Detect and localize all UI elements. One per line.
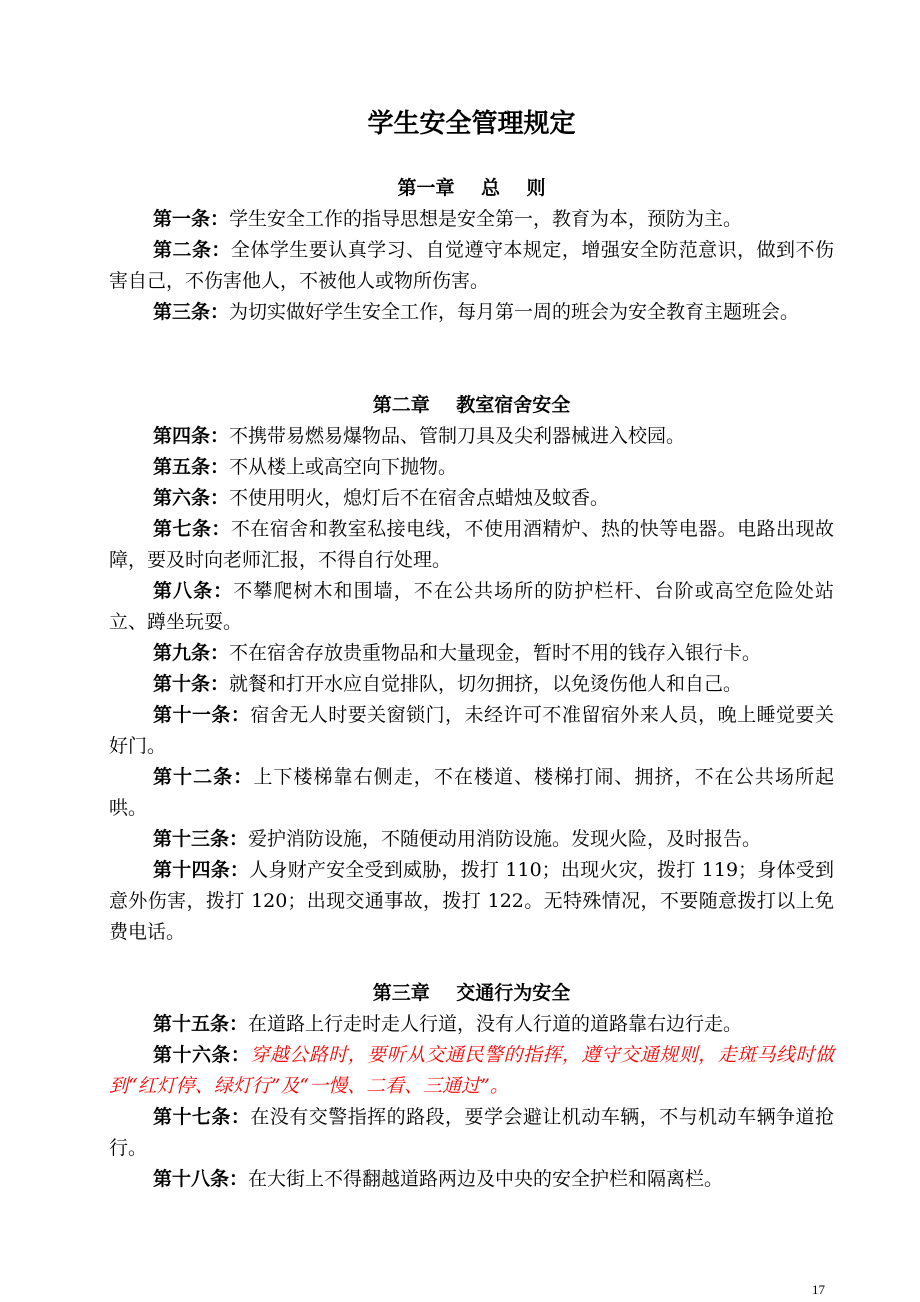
article-text: 上下楼梯靠右侧走，不在楼道、楼梯打闹、拥挤，不在公共场所起哄。 (109, 766, 834, 819)
article-label: 第十六条： (153, 1044, 251, 1066)
article-10 (109, 669, 834, 700)
article-label: 第九条： (153, 642, 230, 664)
article-16 (109, 1040, 834, 1102)
article-text: 不攀爬树木和围墙，不在公共场所的防护栏杆、台阶或高空危险处站立、蹲坐玩耍。 (109, 580, 834, 633)
article-label: 第一条： (153, 208, 230, 230)
article-3 (109, 297, 834, 328)
article-text: 不从楼上或高空向下抛物。 (229, 456, 458, 478)
article-label: 第七条： (153, 518, 231, 540)
article-text: 宿舍无人时要关窗锁门，未经许可不准留宿外来人员，晚上睡觉要关好门。 (109, 704, 834, 757)
chapter-title: 第一章 总 则 (397, 177, 546, 199)
article-text: 就餐和打开水应自觉排队，切勿拥挤，以免烫伤他人和自己。 (229, 673, 743, 695)
article-text: 不使用明火，熄灯后不在宿舍点蜡烛及蚊香。 (229, 487, 610, 509)
article-text: 不在宿舍和教室私接电线，不使用酒精炉、热的快等电器。电路出现故障，要及时向老师汇报，不得自行处理。 (109, 518, 834, 571)
article-8 (109, 576, 834, 638)
article-label: 第五条： (153, 456, 230, 478)
article-18 (109, 1164, 834, 1195)
article-label: 第十三条： (153, 828, 249, 850)
article-text: 全体学生要认真学习、自觉遵守本规定，增强安全防范意识，做到不伤害自己，不伤害他人，不被他人或物所伤害。 (109, 239, 834, 292)
article-13 (109, 824, 834, 855)
chapter-title: 第三章 交通行为安全 (372, 982, 571, 1004)
chapter-2 (109, 389, 834, 948)
article-17 (109, 1102, 834, 1164)
article-2 (109, 235, 834, 297)
article-label: 第三条： (153, 301, 230, 323)
article-label: 第十一条： (153, 704, 251, 726)
article-4 (109, 421, 834, 452)
chapter-1 (109, 172, 834, 328)
article-label: 第八条： (153, 580, 234, 602)
article-label: 第六条： (153, 487, 230, 509)
document-title: 学生安全管理规定 (367, 109, 576, 139)
article-5 (109, 452, 834, 483)
article-text: 在道路上行走时走人行道，没有人行道的道路靠右边行走。 (248, 1013, 743, 1035)
article-label: 第十四条： (153, 859, 250, 881)
article-label: 第十条： (153, 673, 230, 695)
article-text: 在大街上不得翻越道路两边及中央的安全护栏和隔离栏。 (248, 1168, 724, 1190)
article-12 (109, 762, 834, 824)
article-text: 不携带易燃易爆物品、管制刀具及尖利器械进入校园。 (229, 425, 686, 447)
article-text: 学生安全工作的指导思想是安全第一，教育为本，预防为主。 (229, 208, 743, 230)
page-number: 17 (812, 1282, 825, 1297)
article-6 (109, 483, 834, 514)
article-7 (109, 514, 834, 576)
article-label: 第十二条： (153, 766, 254, 788)
article-15 (109, 1009, 834, 1040)
article-14 (109, 855, 834, 948)
chapter-3 (109, 977, 834, 1195)
article-text-highlighted: 穿越公路时，要听从交通民警的指挥，遵守交通规则，走斑马线时做到“红灯停、绿灯行”及“一慢、二看、三通过”。 (109, 1044, 834, 1097)
article-label: 第十五条： (153, 1013, 249, 1035)
article-text: 在没有交警指挥的路段，要学会避让机动车辆，不与机动车辆争道抢行。 (109, 1106, 834, 1159)
article-label: 第十七条： (153, 1106, 251, 1128)
article-label: 第十八条： (153, 1168, 249, 1190)
article-text: 人身财产安全受到威胁，拨打 110；出现火灾，拨打 119；身体受到意外伤害，拨打 120；出现交通事故，拨打 122。无特殊情况，不要随意拨打以上免费电话。 (109, 859, 834, 943)
chapter-title: 第二章 教室宿舍安全 (372, 394, 571, 416)
article-label: 第二条： (153, 239, 231, 261)
article-1 (109, 204, 834, 235)
article-text: 为切实做好学生安全工作，每月第一周的班会为安全教育主题班会。 (229, 301, 800, 323)
article-9 (109, 638, 834, 669)
article-text: 不在宿舍存放贵重物品和大量现金，暂时不用的钱存入银行卡。 (229, 642, 762, 664)
article-text: 爱护消防设施，不随便动用消防设施。发现火险，及时报告。 (248, 828, 762, 850)
article-label: 第四条： (153, 425, 230, 447)
article-11 (109, 700, 834, 762)
